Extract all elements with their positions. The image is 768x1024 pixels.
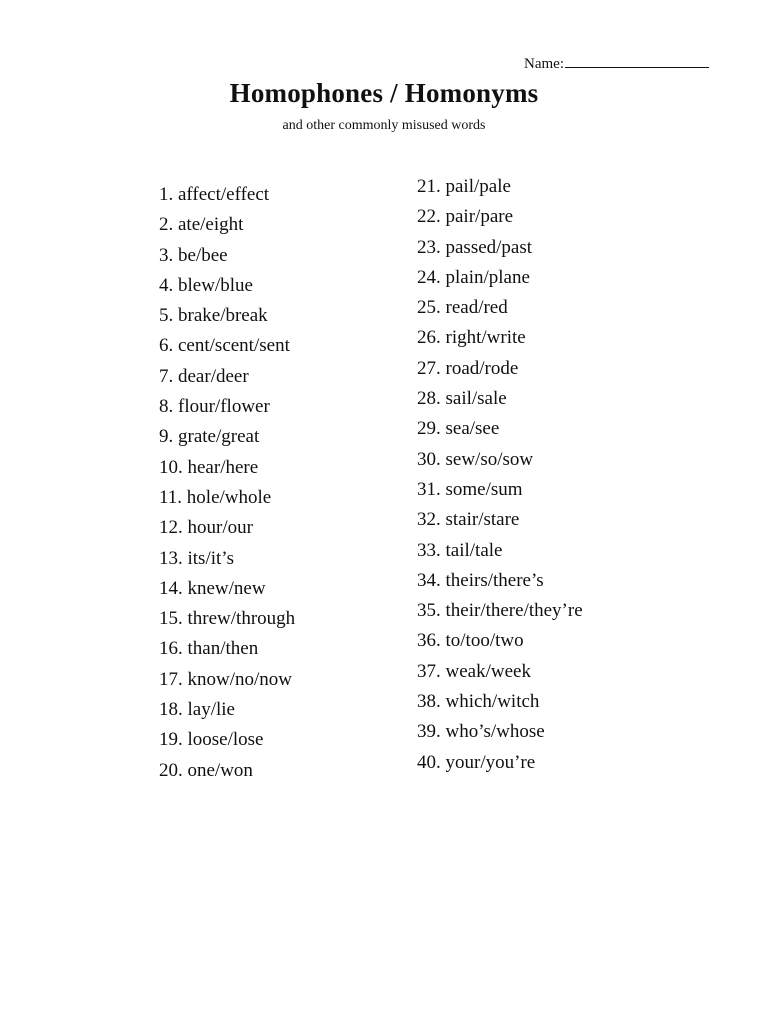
list-item: 38. which/witch [417, 691, 540, 713]
list-item: 18. lay/lie [159, 699, 235, 721]
list-item: 27. road/rode [417, 357, 519, 379]
list-item: 19. loose/lose [159, 729, 264, 751]
list-item: 35. their/there/they’re [417, 600, 583, 622]
list-item: 40. your/you’re [417, 751, 536, 773]
word-list-right [417, 172, 583, 778]
list-item: 6. cent/scent/sent [159, 335, 290, 357]
list-item: 37. weak/week [417, 660, 531, 682]
list-item: 30. sew/so/sow [417, 448, 534, 470]
list-item: 10. hear/here [159, 456, 259, 478]
list-item: 36. to/too/two [417, 630, 524, 652]
list-item: 24. plain/plane [417, 266, 530, 288]
list-item: 20. one/won [159, 759, 253, 781]
list-item: 4. blew/blue [159, 274, 253, 296]
list-item: 16. than/then [159, 638, 259, 660]
list-item: 5. brake/break [159, 305, 268, 327]
list-item: 29. sea/see [417, 418, 500, 440]
list-item: 2. ate/eight [159, 214, 244, 236]
list-item: 15. threw/through [159, 608, 296, 630]
name-label: Name: [524, 56, 564, 72]
list-item: 7. dear/deer [159, 365, 249, 387]
list-item: 23. passed/past [417, 236, 533, 258]
list-item: 17. know/no/now [159, 668, 292, 690]
list-item: 25. read/red [417, 297, 508, 319]
list-item: 39. who’s/whose [417, 721, 545, 743]
list-item: 22. pair/pare [417, 206, 514, 228]
page-title: Homophones / Homonyms [229, 78, 539, 108]
list-item: 28. sail/sale [417, 388, 507, 410]
list-item: 11. hole/whole [159, 486, 272, 508]
list-item: 1. affect/effect [159, 184, 270, 205]
word-list-left [159, 180, 295, 786]
list-item: 12. hour/our [159, 517, 253, 539]
list-item: 9. grate/great [159, 426, 260, 448]
list-item: 26. right/write [417, 327, 526, 349]
list-item: 32. stair/stare [417, 509, 520, 531]
list-item: 34. theirs/there’s [417, 569, 544, 591]
list-item: 14. knew/new [159, 577, 266, 599]
page-subtitle: and other commonly misused words [282, 118, 486, 133]
list-item: 33. tail/tale [417, 539, 503, 561]
list-item: 21. pail/pale [417, 176, 511, 197]
list-item: 31. some/sum [417, 478, 523, 500]
list-item: 8. flour/flower [159, 396, 270, 418]
list-item: 13. its/it’s [159, 547, 234, 569]
name-blank-line [565, 53, 709, 68]
name-field [524, 53, 709, 73]
list-item: 3. be/bee [159, 244, 228, 266]
